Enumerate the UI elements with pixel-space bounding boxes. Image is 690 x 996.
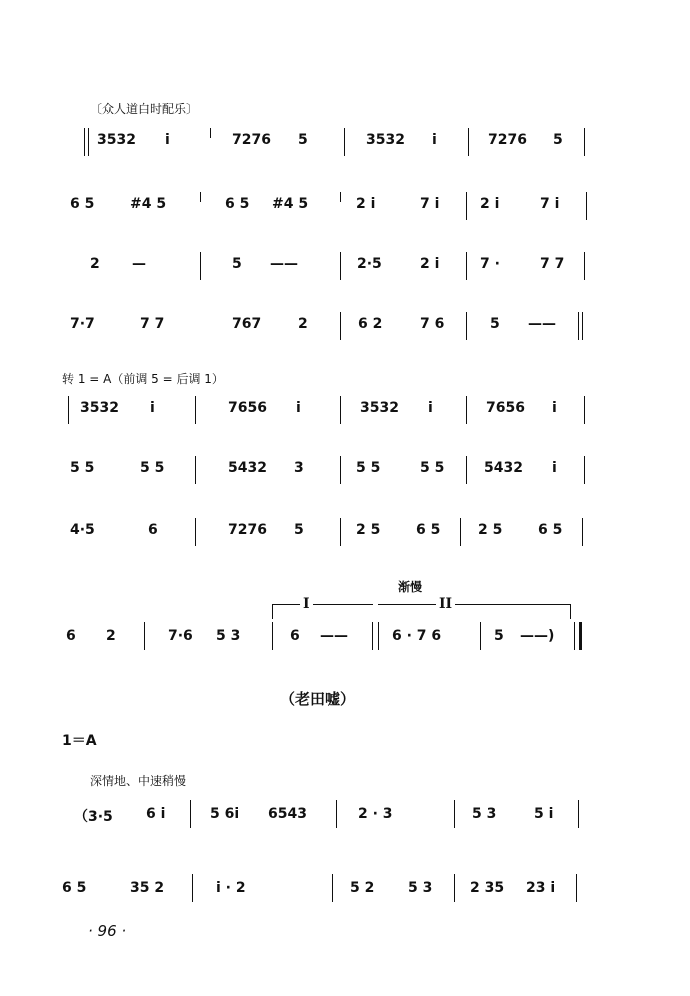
note: 2 5 (478, 522, 503, 538)
note: 2 i (420, 256, 440, 272)
note: 5 5 (356, 460, 381, 476)
note: i (165, 132, 170, 148)
staff-row (0, 456, 690, 486)
note: 5 5 (70, 460, 95, 476)
volta-1-label: I (300, 596, 313, 612)
note: 3532 (80, 400, 119, 416)
note: 6 i (146, 806, 166, 822)
page-number: · 96 · (88, 922, 127, 940)
note: 5 i (534, 806, 554, 822)
note: 7656 (228, 400, 267, 416)
note: 2 35 (470, 880, 505, 896)
note: 2 i (480, 196, 500, 212)
note: 6 5 (225, 196, 250, 212)
note: 7276 (228, 522, 267, 538)
note: 5 (490, 316, 500, 332)
note: 767 (232, 316, 262, 332)
staff-row (0, 192, 690, 222)
note: i (552, 460, 557, 476)
note: 7·6 (168, 628, 193, 644)
note: #4 5 (130, 196, 167, 212)
note: 6 (148, 522, 158, 538)
note: 3532 (360, 400, 399, 416)
staff-row (0, 800, 690, 830)
note: 7 7 (540, 256, 565, 272)
volta-1-bracket (272, 604, 373, 619)
piece-title: （老田嘘） (280, 690, 356, 708)
note: 5 (553, 132, 563, 148)
note: i (432, 132, 437, 148)
note: i · 2 (216, 880, 246, 896)
note: 5 (294, 522, 304, 538)
note: 2 (90, 256, 100, 272)
note: 2 i (356, 196, 376, 212)
note: #4 5 (272, 196, 309, 212)
note: —— (270, 256, 298, 272)
note: i (552, 400, 557, 416)
note: 6 · 7 6 (392, 628, 442, 644)
note: i (296, 400, 301, 416)
volta-2-bracket (378, 604, 571, 619)
note: 35 2 (130, 880, 165, 896)
expression-mark: 深情地、中速稍慢 (90, 774, 187, 788)
key-signature: 1＝A (62, 733, 97, 749)
note: 5 (494, 628, 504, 644)
note: 6 5 (416, 522, 441, 538)
note: 23 i (526, 880, 556, 896)
note: 2 (298, 316, 308, 332)
note: 2 (106, 628, 116, 644)
note: 7 i (540, 196, 560, 212)
note: 5 5 (140, 460, 165, 476)
note: 7656 (486, 400, 525, 416)
note: 6 5 (62, 880, 87, 896)
note: 5432 (228, 460, 267, 476)
note: 5 3 (408, 880, 433, 896)
note: 5 5 (420, 460, 445, 476)
note: 3 (294, 460, 304, 476)
note: 7276 (232, 132, 271, 148)
note: 5 6i (210, 806, 240, 822)
note: 3532 (366, 132, 405, 148)
note: 7 7 (140, 316, 165, 332)
note: 5 3 (472, 806, 497, 822)
tempo-mark: 渐慢 (398, 580, 423, 594)
note: 5 (232, 256, 242, 272)
note: 5 (298, 132, 308, 148)
staff-row (0, 396, 690, 426)
note: （3·5 (74, 809, 113, 825)
staff-row (0, 128, 690, 158)
note: 7 6 (420, 316, 445, 332)
note: 5432 (484, 460, 523, 476)
note: 7276 (488, 132, 527, 148)
note: 5 3 (216, 628, 241, 644)
note: 2 · 3 (358, 806, 393, 822)
annotation-key-change: 转 1 = A（前调 5 = 后调 1） (62, 372, 224, 386)
note: 2·5 (357, 256, 382, 272)
note: 6 5 (538, 522, 563, 538)
note: ——) (520, 628, 555, 644)
note: 6 2 (358, 316, 383, 332)
staff-row (0, 252, 690, 282)
note: 4·5 (70, 522, 95, 538)
note: 7 · (480, 256, 500, 272)
note: — (132, 256, 146, 272)
note: 6 (66, 628, 76, 644)
note: —— (528, 316, 556, 332)
volta-2-label: II (436, 596, 455, 612)
staff-row (0, 874, 690, 904)
note: 6 (290, 628, 300, 644)
note: 7 i (420, 196, 440, 212)
note: 3532 (97, 132, 136, 148)
staff-row (0, 518, 690, 548)
note: 6 5 (70, 196, 95, 212)
note: i (428, 400, 433, 416)
staff-row (0, 622, 690, 652)
note: 6543 (268, 806, 307, 822)
note: 7·7 (70, 316, 95, 332)
note: 2 5 (356, 522, 381, 538)
note: i (150, 400, 155, 416)
annotation-section1: 〔众人道白时配乐〕 (90, 102, 199, 116)
staff-row (0, 312, 690, 342)
note: —— (320, 628, 348, 644)
note: 5 2 (350, 880, 375, 896)
